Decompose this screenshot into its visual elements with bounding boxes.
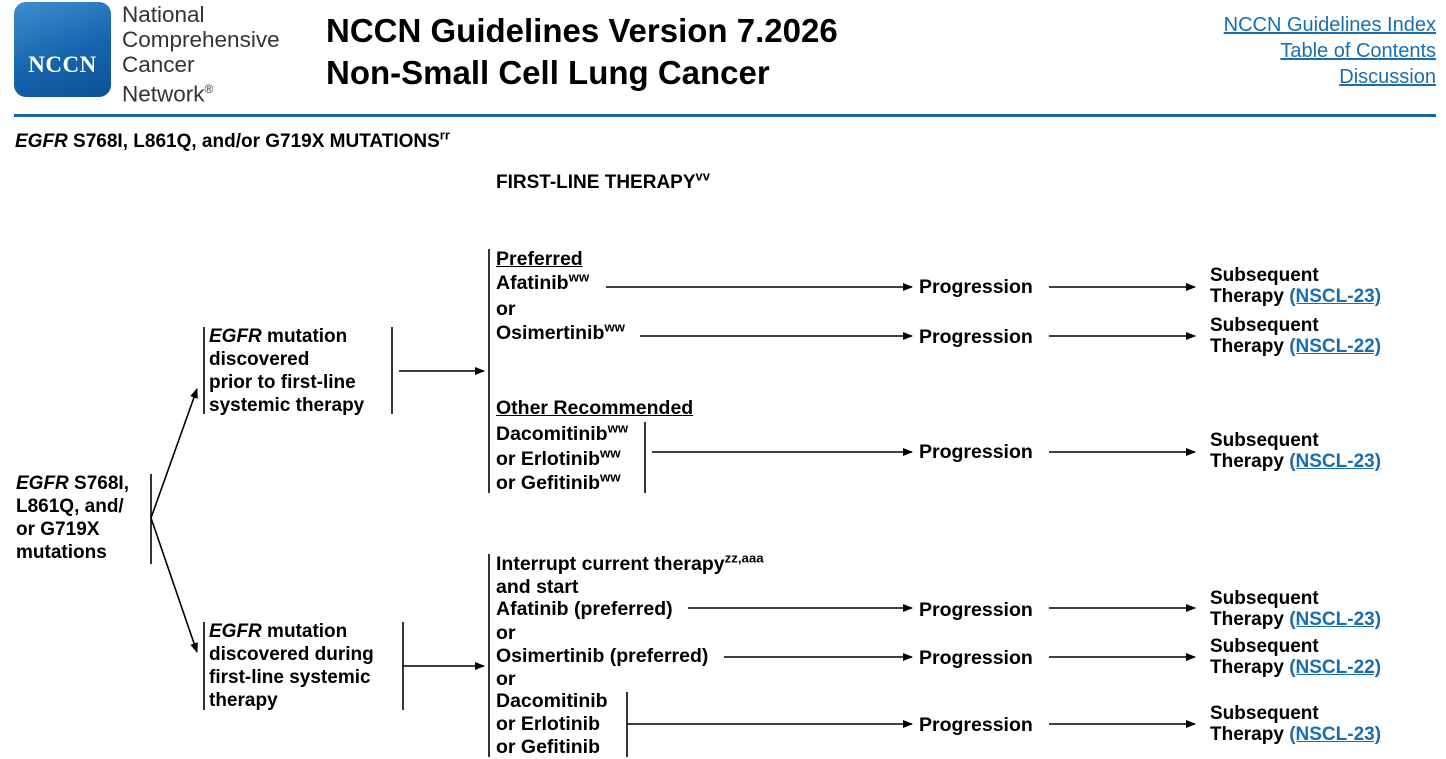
org-line: Comprehensive xyxy=(122,27,280,52)
option-gefitinib: or Gefitinib xyxy=(496,736,600,758)
option-erlotinib: or Erlotinib xyxy=(496,713,600,735)
footnote-vv: vv xyxy=(695,168,710,184)
progression-label: Progression xyxy=(919,441,1033,463)
subsequent-therapy: Subsequent Therapy (NSCL-23) xyxy=(1210,265,1382,307)
option-osimertinib-preferred: Osimertinib (preferred) xyxy=(496,645,709,667)
option-osimertinib: Osimertinib$^{ww}$ xyxy=(496,319,625,344)
nscl-23-link[interactable]: (NSCL-23) xyxy=(1289,724,1382,745)
arrow-to-prior-branch xyxy=(151,389,197,518)
section-heading: EGFR S768I, L861Q, and/or G719X $MUTATIONS^{rr}$ xyxy=(15,127,450,152)
subsequent-therapy: Subsequent Therapy (NSCL-22) xyxy=(1210,315,1382,357)
progression-label: Progression xyxy=(919,599,1033,621)
subsequent-therapy: Subsequent Therapy (NSCL-23) xyxy=(1210,430,1382,472)
subsequent-therapy: Subsequent Therapy (NSCL-22) xyxy=(1210,636,1382,678)
guidelines-index-link[interactable]: NCCN Guidelines Index xyxy=(1223,14,1436,36)
preferred-label: Preferred xyxy=(496,248,583,270)
org-line: Network® xyxy=(122,81,214,107)
subsequent-therapy: Subsequent Therapy (NSCL-23) xyxy=(1210,703,1382,745)
branch-prior-to-first-line: EGFR mutation discovered prior to first-line systemic therapy xyxy=(209,326,365,416)
option-or: or xyxy=(496,298,516,320)
org-line: Cancer xyxy=(122,52,195,77)
table-of-contents-link[interactable]: Table of Contents xyxy=(1280,40,1436,62)
nscl-22-link[interactable]: (NSCL-22) xyxy=(1289,657,1382,678)
start-node: EGFR S768I, L861Q, and/ or G719X mutations xyxy=(16,473,129,563)
registered-mark: ® xyxy=(204,82,214,96)
progression-label: Progression xyxy=(919,326,1033,348)
branch-during-first-line: EGFR mutation discovered during first-line systemic therapy xyxy=(209,621,374,711)
nscl-23-link[interactable]: (NSCL-23) xyxy=(1289,451,1382,472)
and-start-label: and start xyxy=(496,576,579,598)
first-line-therapy-heading: FIRST-LINE THERAPY$^{vv}$ xyxy=(496,168,710,193)
interrupt-current-therapy: Interrupt current therapy$^{zz,aaa}$ xyxy=(496,550,764,575)
option-or: or xyxy=(496,668,516,690)
subsequent-therapy: Subsequent Therapy (NSCL-23) xyxy=(1210,588,1382,630)
option-dacomitinib: Dacomitinib$^{ww}$ xyxy=(496,420,629,445)
option-afatinib: Afatinib$^{ww}$ xyxy=(496,269,590,294)
option-gefitinib: or Gefitinib$^{ww}$ xyxy=(496,469,621,494)
progression-label: Progression xyxy=(919,714,1033,736)
org-line: National xyxy=(122,2,205,27)
option-dacomitinib: Dacomitinib xyxy=(496,690,608,712)
option-afatinib-preferred: Afatinib (preferred) xyxy=(496,598,673,620)
title-cancer: Non-Small Cell Lung Cancer xyxy=(326,54,770,91)
arrow-to-during-branch xyxy=(151,518,197,652)
footnote-rr: rr xyxy=(439,127,450,143)
nscl-23-link[interactable]: (NSCL-23) xyxy=(1289,286,1382,307)
nscl-22-link[interactable]: (NSCL-22) xyxy=(1289,336,1382,357)
discussion-link[interactable]: Discussion xyxy=(1339,66,1436,88)
other-recommended-label: Other Recommended xyxy=(496,397,694,419)
progression-label: Progression xyxy=(919,647,1033,669)
option-or: or xyxy=(496,622,516,644)
option-erlotinib: or Erlotinib$^{ww}$ xyxy=(496,445,621,470)
title-version: NCCN Guidelines Version 7.2026 xyxy=(326,12,838,49)
nscl-23-link[interactable]: (NSCL-23) xyxy=(1289,609,1382,630)
progression-label: Progression xyxy=(919,276,1033,298)
nccn-logo-text: NCCN xyxy=(28,52,97,77)
